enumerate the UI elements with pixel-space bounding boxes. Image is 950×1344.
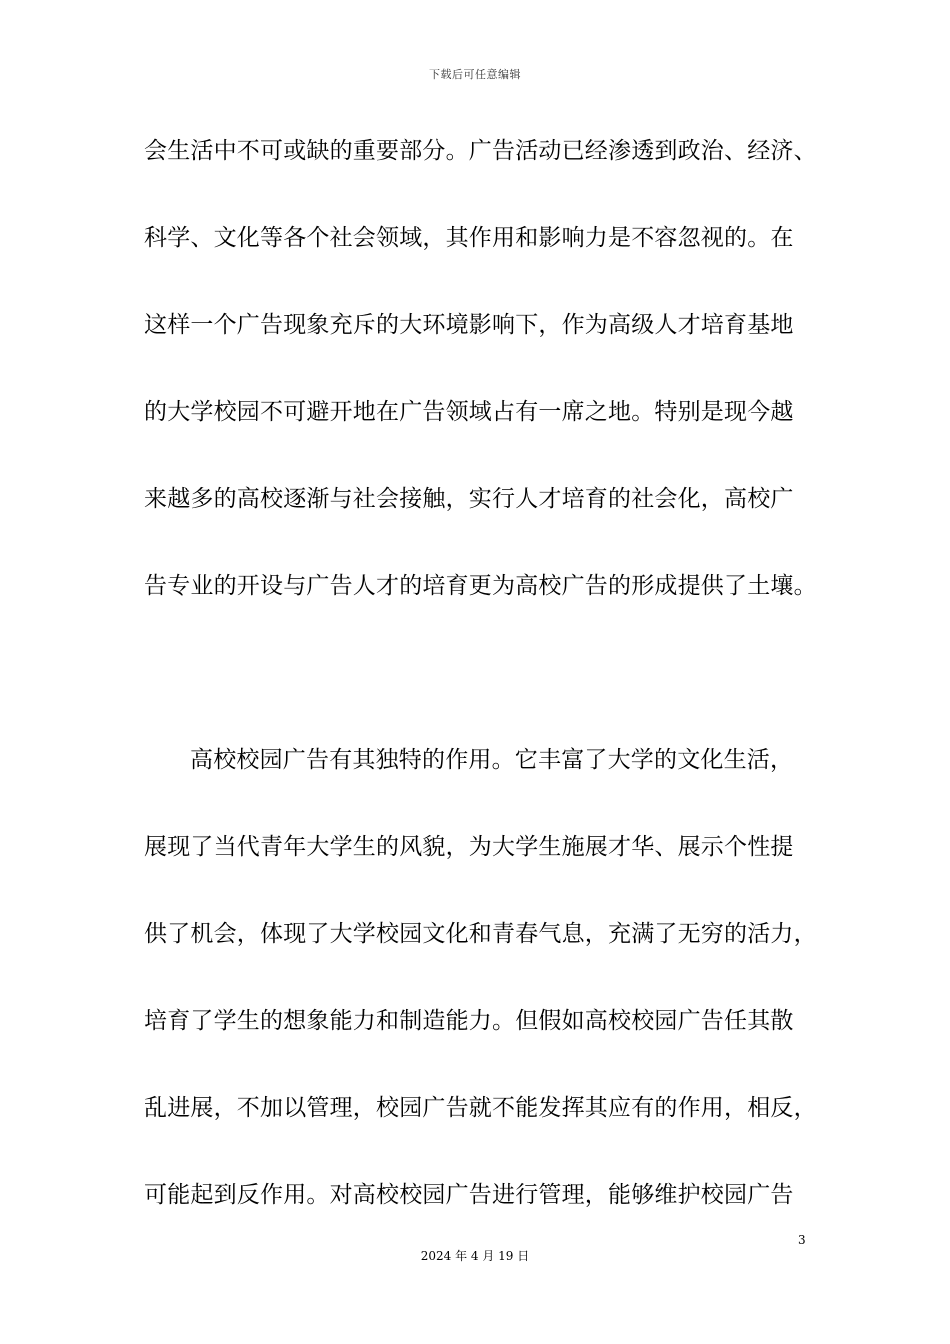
text-line: 告专业的开设与广告人才的培育更为高校广告的形成提供了土壤。 xyxy=(144,573,817,599)
paragraph-first-line: 高校校园广告有其独特的作用。它丰富了大学的文化生活， xyxy=(190,747,794,773)
page-header: 下载后可任意编辑 xyxy=(429,68,521,81)
text-line: 可能起到反作用。对高校校园广告进行管理，能够维护校园广告 xyxy=(144,1182,794,1208)
text-line: 供了机会，体现了大学校园文化和青春气息，充满了无穷的活力， xyxy=(144,921,817,947)
text-line: 这样一个广告现象充斥的大环境影响下，作为高级人才培育基地 xyxy=(144,312,794,338)
text-line: 乱进展，不加以管理，校园广告就不能发挥其应有的作用，相反， xyxy=(144,1095,817,1121)
text-line: 会生活中不可或缺的重要部分。广告活动已经渗透到政治、经济、 xyxy=(144,138,817,164)
text-line: 来越多的高校逐渐与社会接触，实行人才培育的社会化，高校广 xyxy=(144,486,794,512)
page-footer-date: 2024 年 4 月 19 日 xyxy=(420,1249,530,1263)
text-line: 科学、文化等各个社会领域，其作用和影响力是不容忽视的。在 xyxy=(144,225,794,251)
text-line: 培育了学生的想象能力和制造能力。但假如高校校园广告任其散 xyxy=(144,1008,794,1034)
text-line: 的大学校园不可避开地在广告领域占有一席之地。特别是现今越 xyxy=(144,399,794,425)
text-line: 展现了当代青年大学生的风貌，为大学生施展才华、展示个性提 xyxy=(144,834,794,860)
page-number: 3 xyxy=(798,1233,806,1247)
